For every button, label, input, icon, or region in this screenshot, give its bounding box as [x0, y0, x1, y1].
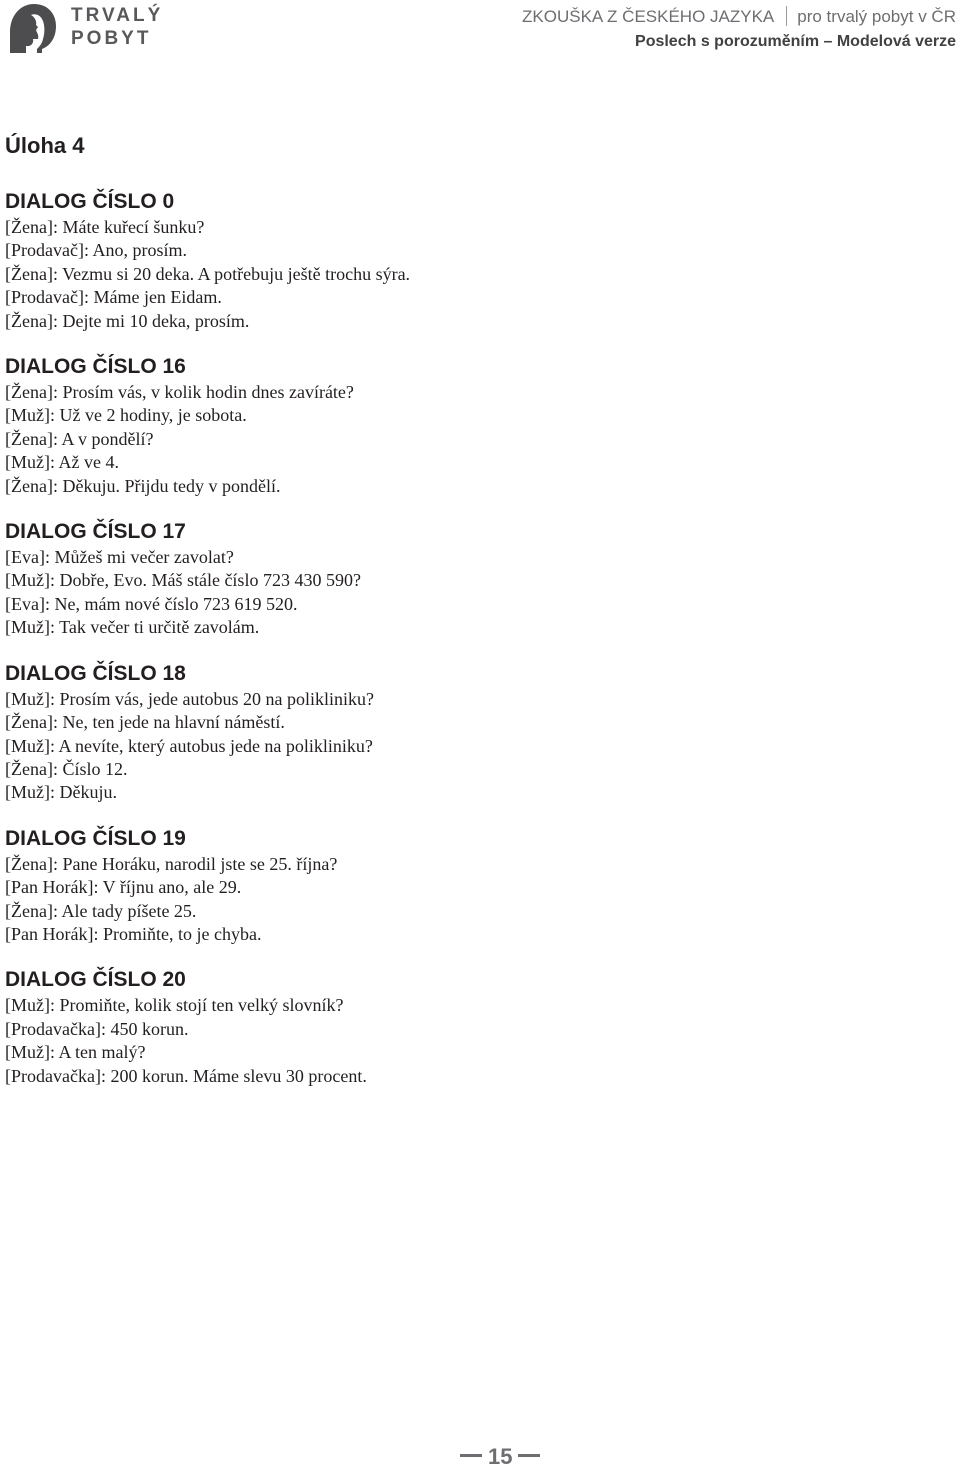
dialog-line: [Žena]: Děkuju. Přijdu tedy v pondělí. — [5, 475, 281, 496]
task-title: Úloha 4 — [5, 133, 85, 158]
dialog-line: [Prodavač]: Ano, prosím. — [5, 240, 187, 261]
dialog-line: [Žena]: Ale tady píšete 25. — [5, 900, 197, 921]
dialog-title: DIALOG ČÍSLO 20 — [5, 968, 186, 992]
dialog-line: [Muž]: Promiňte, kolik stojí ten velký slovník? — [5, 995, 344, 1016]
profile-silhouette-icon — [4, 2, 58, 54]
header-divider — [786, 6, 787, 26]
dialog-line: [Žena]: Ne, ten jede na hlavní náměstí. — [5, 712, 285, 733]
dialog-line: [Eva]: Ne, mám nové číslo 723 619 520. — [5, 593, 298, 614]
dialog-line: [Žena]: A v pondělí? — [5, 428, 154, 449]
dialog-line: [Žena]: Vezmu si 20 deka. A potřebuju ještě trochu sýra. — [5, 263, 411, 284]
dialog-line: [Eva]: Můžeš mi večer zavolat? — [5, 547, 234, 568]
dialog-line: [Muž]: Děkuju. — [5, 782, 117, 803]
dialog-list — [5, 187, 945, 1088]
dialog-line: [Muž]: Tak večer ti určitě zavolám. — [5, 617, 260, 638]
exam-heading — [522, 6, 956, 27]
logo-text-line2: POBYT — [71, 28, 152, 49]
dialog-line: [Žena]: Prosím vás, v kolik hodin dnes zavíráte? — [5, 382, 354, 403]
dialog-line: [Muž]: A ten malý? — [5, 1042, 146, 1063]
page-number-value: 15 — [488, 1444, 513, 1469]
dialog-title: DIALOG ČÍSLO 18 — [5, 661, 186, 685]
dialog-line: [Žena]: Číslo 12. — [5, 758, 128, 779]
page-number-dash-left — [460, 1454, 482, 1457]
dialog-block — [5, 659, 945, 805]
dialog-block — [5, 824, 945, 947]
dialog-line: [Žena]: Dejte mi 10 deka, prosím. — [5, 310, 250, 331]
logo-text-line1: TRVALÝ — [71, 5, 164, 26]
dialog-title: DIALOG ČÍSLO 19 — [5, 826, 186, 850]
dialog-line: [Muž]: Už ve 2 hodiny, je sobota. — [5, 405, 247, 426]
dialog-title: DIALOG ČÍSLO 16 — [5, 355, 186, 379]
dialog-line: [Muž]: Dobře, Evo. Máš stále číslo 723 430 590? — [5, 570, 361, 591]
dialog-line: [Prodavač]: Máme jen Eidam. — [5, 287, 222, 308]
page-number-dash-right — [518, 1454, 540, 1457]
page-content — [5, 131, 945, 1107]
dialog-line: [Muž]: A nevíte, který autobus jede na polikliniku? — [5, 735, 373, 756]
dialog-line: [Prodavačka]: 200 korun. Máme slevu 30 procent. — [5, 1065, 367, 1086]
page-number — [454, 1444, 546, 1470]
dialog-line: [Pan Horák]: Promiňte, to je chyba. — [5, 923, 262, 944]
dialog-title: DIALOG ČÍSLO 0 — [5, 190, 175, 213]
dialog-line: [Žena]: Máte kuřecí šunku? — [5, 217, 205, 237]
logo — [4, 2, 164, 56]
dialog-line: [Pan Horák]: V říjnu ano, ale 29. — [5, 877, 242, 898]
exam-title: ZKOUŠKA Z ČESKÉHO JAZYKA — [522, 7, 775, 26]
document-header — [522, 6, 956, 51]
dialog-block — [5, 965, 945, 1088]
dialog-block — [5, 187, 945, 333]
exam-subtitle: pro trvalý pobyt v ČR — [797, 7, 956, 26]
dialog-block — [5, 352, 945, 498]
dialog-block — [5, 517, 945, 640]
dialog-line: [Prodavačka]: 450 korun. — [5, 1018, 189, 1039]
dialog-line: [Muž]: Až ve 4. — [5, 452, 119, 473]
dialog-line: [Žena]: Pane Horáku, narodil jste se 25. října? — [5, 853, 338, 874]
dialog-line: [Muž]: Prosím vás, jede autobus 20 na polikliniku? — [5, 688, 374, 709]
section-title: Poslech s porozuměním – Modelová verze — [635, 33, 956, 50]
dialog-title: DIALOG ČÍSLO 17 — [5, 520, 186, 544]
